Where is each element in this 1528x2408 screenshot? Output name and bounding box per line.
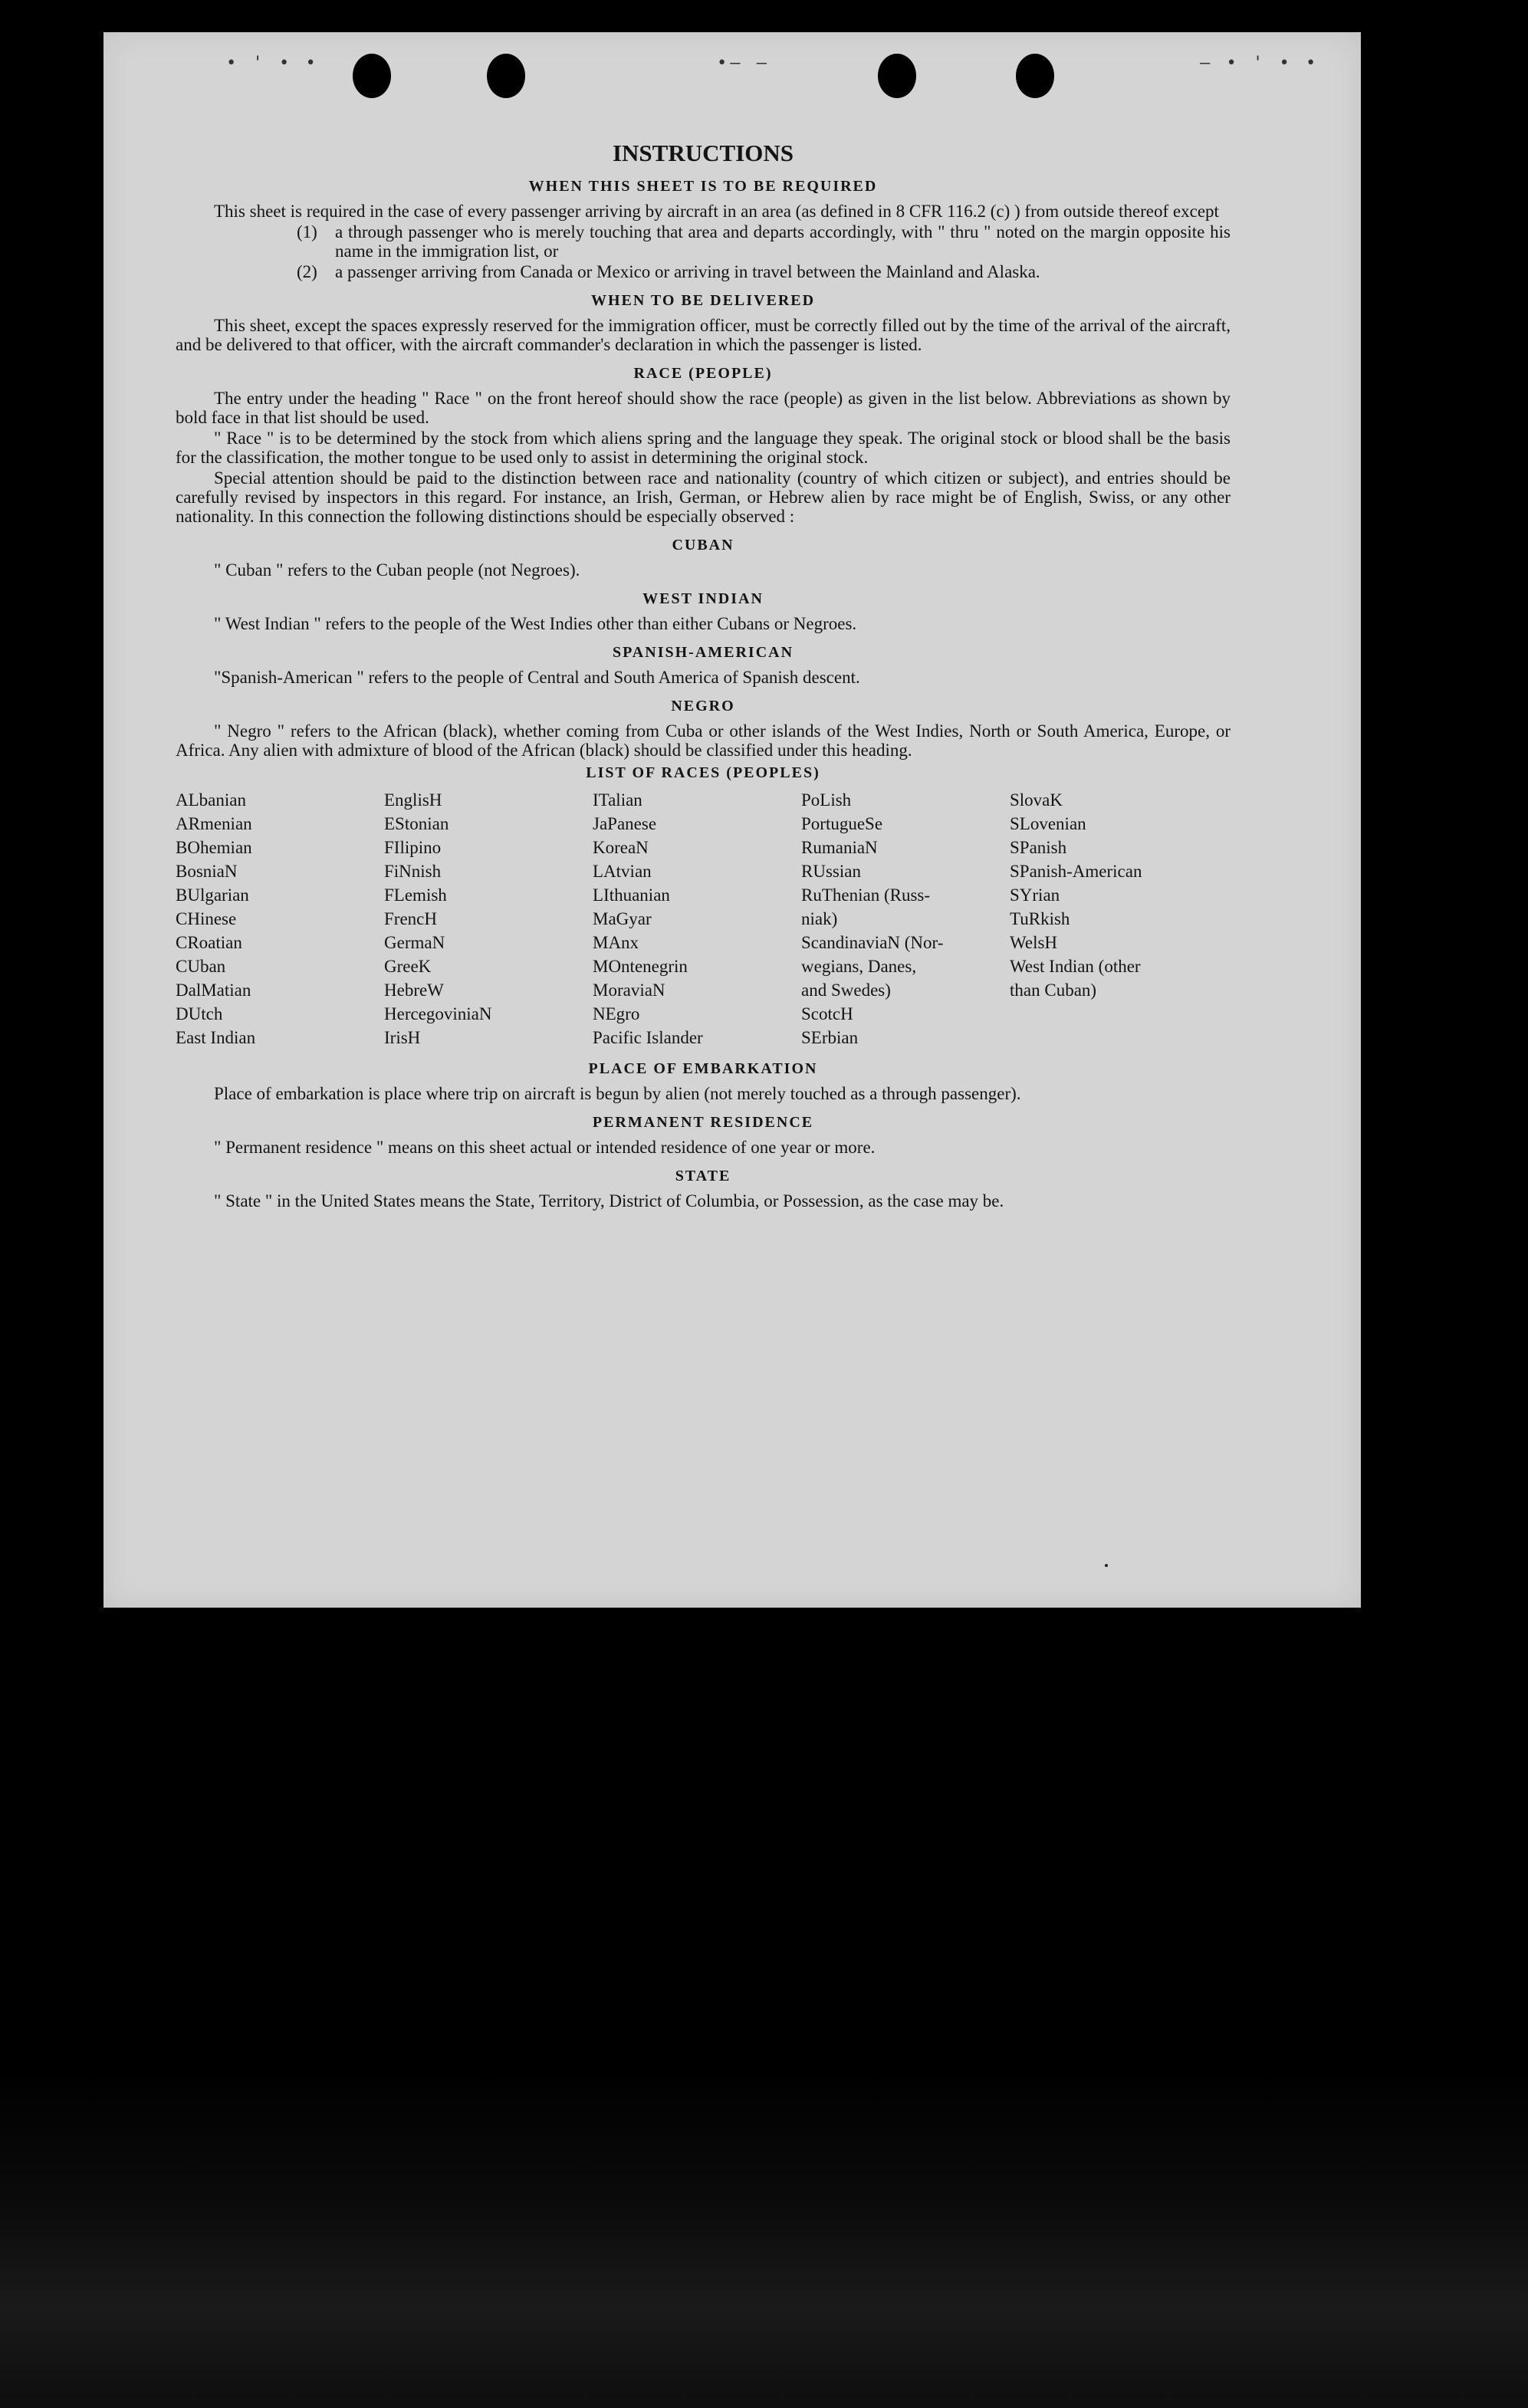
race-entry: MOntenegrin: [593, 957, 688, 976]
paragraph: " West Indian " refers to the people of the West Indies other than either Cubans or Negroes.: [214, 614, 857, 633]
race-entry: EStonian: [384, 814, 449, 833]
race-entry: NEgro: [593, 1004, 640, 1023]
race-entry: GreeK: [384, 957, 432, 976]
race-entry: LIthuanian: [593, 885, 670, 905]
race-entry: RuThenian (Russ- niak): [801, 885, 931, 928]
section-heading-west-indian: WEST INDIAN: [642, 590, 764, 607]
race-entry: DUtch: [176, 1004, 223, 1023]
paragraph: " State " in the United States means the State, Territory, District of Columbia, or Possession, as the case may be.: [214, 1191, 1004, 1211]
race-entry: ALbanian: [176, 790, 246, 810]
races-column: [593, 788, 801, 1050]
race-entry: ScotcH: [801, 1004, 853, 1023]
race-entry: LAtvian: [593, 862, 652, 881]
race-entry: WelsH: [1010, 933, 1058, 952]
race-entry: ARmenian: [176, 814, 252, 833]
race-entry: HercegovinіaN: [384, 1004, 492, 1023]
race-entry: CHinese: [176, 909, 237, 928]
race-entry: PortugueSe: [801, 814, 883, 833]
section-heading-cuban: CUBAN: [672, 537, 734, 554]
scan-specks: — • ' • •: [1200, 54, 1319, 73]
item-number: (1): [297, 222, 317, 241]
race-entry: FrencH: [384, 909, 437, 928]
scan-background-bottom: [0, 2070, 1528, 2408]
race-entry: MAnx: [593, 933, 639, 952]
section-heading-races-list: LIST OF RACES (PEOPLES): [586, 764, 820, 781]
race-entry: BOhemian: [176, 838, 252, 857]
section-heading-state: STATE: [675, 1168, 731, 1184]
race-entry: ITalian: [593, 790, 642, 810]
race-entry: MoraviaN: [593, 981, 665, 1000]
paragraph: "Spanish-American " refers to the people of Central and South America of Spanish descent.: [214, 668, 860, 687]
race-entry: KoreaN: [593, 838, 649, 857]
race-entry: DalMatian: [176, 981, 251, 1000]
instructions-content: [176, 140, 1231, 1212]
race-entry: SErbian: [801, 1028, 859, 1047]
races-list: [176, 788, 1231, 1050]
section-heading-when-delivered: WHEN TO BE DELIVERED: [590, 292, 816, 309]
item-text: a passenger arriving from Canada or Mexico or arriving in travel between the Mainland and Alaska.: [335, 262, 1040, 281]
scan-specks: •— —: [717, 54, 770, 73]
races-column: [176, 788, 384, 1050]
scan-specks: • ' • •: [226, 54, 319, 73]
race-entry: MaGyar: [593, 909, 652, 928]
race-entry: BosniaN: [176, 862, 238, 881]
race-entry: ScandinaviaN (Nor- wegians, Danes, and Swedes): [801, 933, 944, 1000]
race-entry: PoLish: [801, 790, 852, 810]
list-item: [176, 262, 1231, 281]
race-entry: East Indian: [176, 1028, 256, 1047]
punch-hole: [353, 54, 391, 98]
punch-hole: [878, 54, 916, 98]
race-entry: FIlipino: [384, 838, 442, 857]
race-entry: FLemish: [384, 885, 447, 905]
paragraph: " Race " is to be determined by the stock from which aliens spring and the language they speak. The original stock or blood shall be the basis for the classification, the mother tongue to be used only to assist in determining the original stock.: [176, 429, 1231, 467]
page-title: INSTRUCTIONS: [612, 140, 794, 166]
paragraph: " Negro " refers to the African (black), whether coming from Cuba or other islands of the West Indies, North or South America, Europe, or Africa. Any alien with admixture of blood of the African (black) should be classified under this heading.: [176, 721, 1231, 760]
race-entry: BUlgarian: [176, 885, 249, 905]
race-entry: SlovaK: [1010, 790, 1063, 810]
race-entry: SLovenian: [1010, 814, 1086, 833]
list-item: [176, 222, 1231, 261]
race-entry: RumaniaN: [801, 838, 878, 857]
race-entry: West Indian (other than Cuban): [1010, 957, 1141, 1000]
races-column: [1010, 788, 1231, 1050]
punch-hole: [487, 54, 525, 98]
paragraph: The entry under the heading " Race " on the front hereof should show the race (people) as given in the list below. Abbreviations as shown by bold face in that list should be used.: [176, 389, 1231, 427]
paragraph: Place of embarkation is place where trip on aircraft is begun by alien (not merely touched as a through passenger).: [214, 1084, 1021, 1103]
race-entry: FiNnish: [384, 862, 442, 881]
race-entry: SPanish: [1010, 838, 1067, 857]
paragraph: This sheet, except the spaces expressly reserved for the immigration officer, must be correctly filled out by the time of the arrival of the aircraft, and be delivered to that officer, with the aircraft commander's declaration in which the passenger is listed.: [176, 316, 1231, 354]
section-heading-embarkation: PLACE OF EMBARKATION: [588, 1060, 818, 1077]
race-entry: Pacific Islander: [593, 1028, 703, 1047]
punch-hole: [1016, 54, 1054, 98]
race-entry: RUssian: [801, 862, 861, 881]
section-heading-race: RACE (PEOPLE): [633, 365, 773, 382]
paragraph: " Cuban " refers to the Cuban people (not Negroes).: [214, 560, 580, 580]
race-entry: HebreW: [384, 981, 444, 1000]
document-page: [104, 32, 1361, 1608]
races-column: [384, 788, 593, 1050]
race-entry: SPanish-American: [1010, 862, 1142, 881]
section-heading-when-required: WHEN THIS SHEET IS TO BE REQUIRED: [528, 178, 878, 195]
races-column: [801, 788, 1010, 1050]
item-text: a through passenger who is merely touching that area and departs accordingly, with " thru " noted on the margin opposite his name in the immigration list, or: [335, 222, 1231, 261]
section-heading-residence: PERMANENT RESIDENCE: [592, 1114, 814, 1131]
race-entry: IrisH: [384, 1028, 421, 1047]
race-entry: EnglisH: [384, 790, 442, 810]
race-entry: CUban: [176, 957, 226, 976]
race-entry: SYrian: [1010, 885, 1060, 905]
race-entry: JaPanese: [593, 814, 657, 833]
paragraph: This sheet is required in the case of every passenger arriving by aircraft in an area (as defined in 8 CFR 116.2 (c) ) from outside thereof except: [214, 202, 1219, 221]
scan-speck: [1105, 1564, 1108, 1567]
paragraph: " Permanent residence " means on this sheet actual or intended residence of one year or more.: [214, 1138, 876, 1157]
section-heading-negro: NEGRO: [671, 698, 735, 715]
race-entry: GermaN: [384, 933, 445, 952]
item-number: (2): [297, 262, 317, 281]
race-entry: TuRkish: [1010, 909, 1070, 928]
race-entry: CRoatian: [176, 933, 242, 952]
paragraph: Special attention should be paid to the distinction between race and nationality (country of which citizen or subject), and entries should be carefully revised by inspectors in this regard. For instance, an Irish, German, or Hebrew alien by race might be of English, Swiss, or any other nationality. In this connection the following distinctions should be especially observed :: [176, 468, 1231, 526]
section-heading-spanish-american: SPANISH-AMERICAN: [612, 644, 794, 661]
